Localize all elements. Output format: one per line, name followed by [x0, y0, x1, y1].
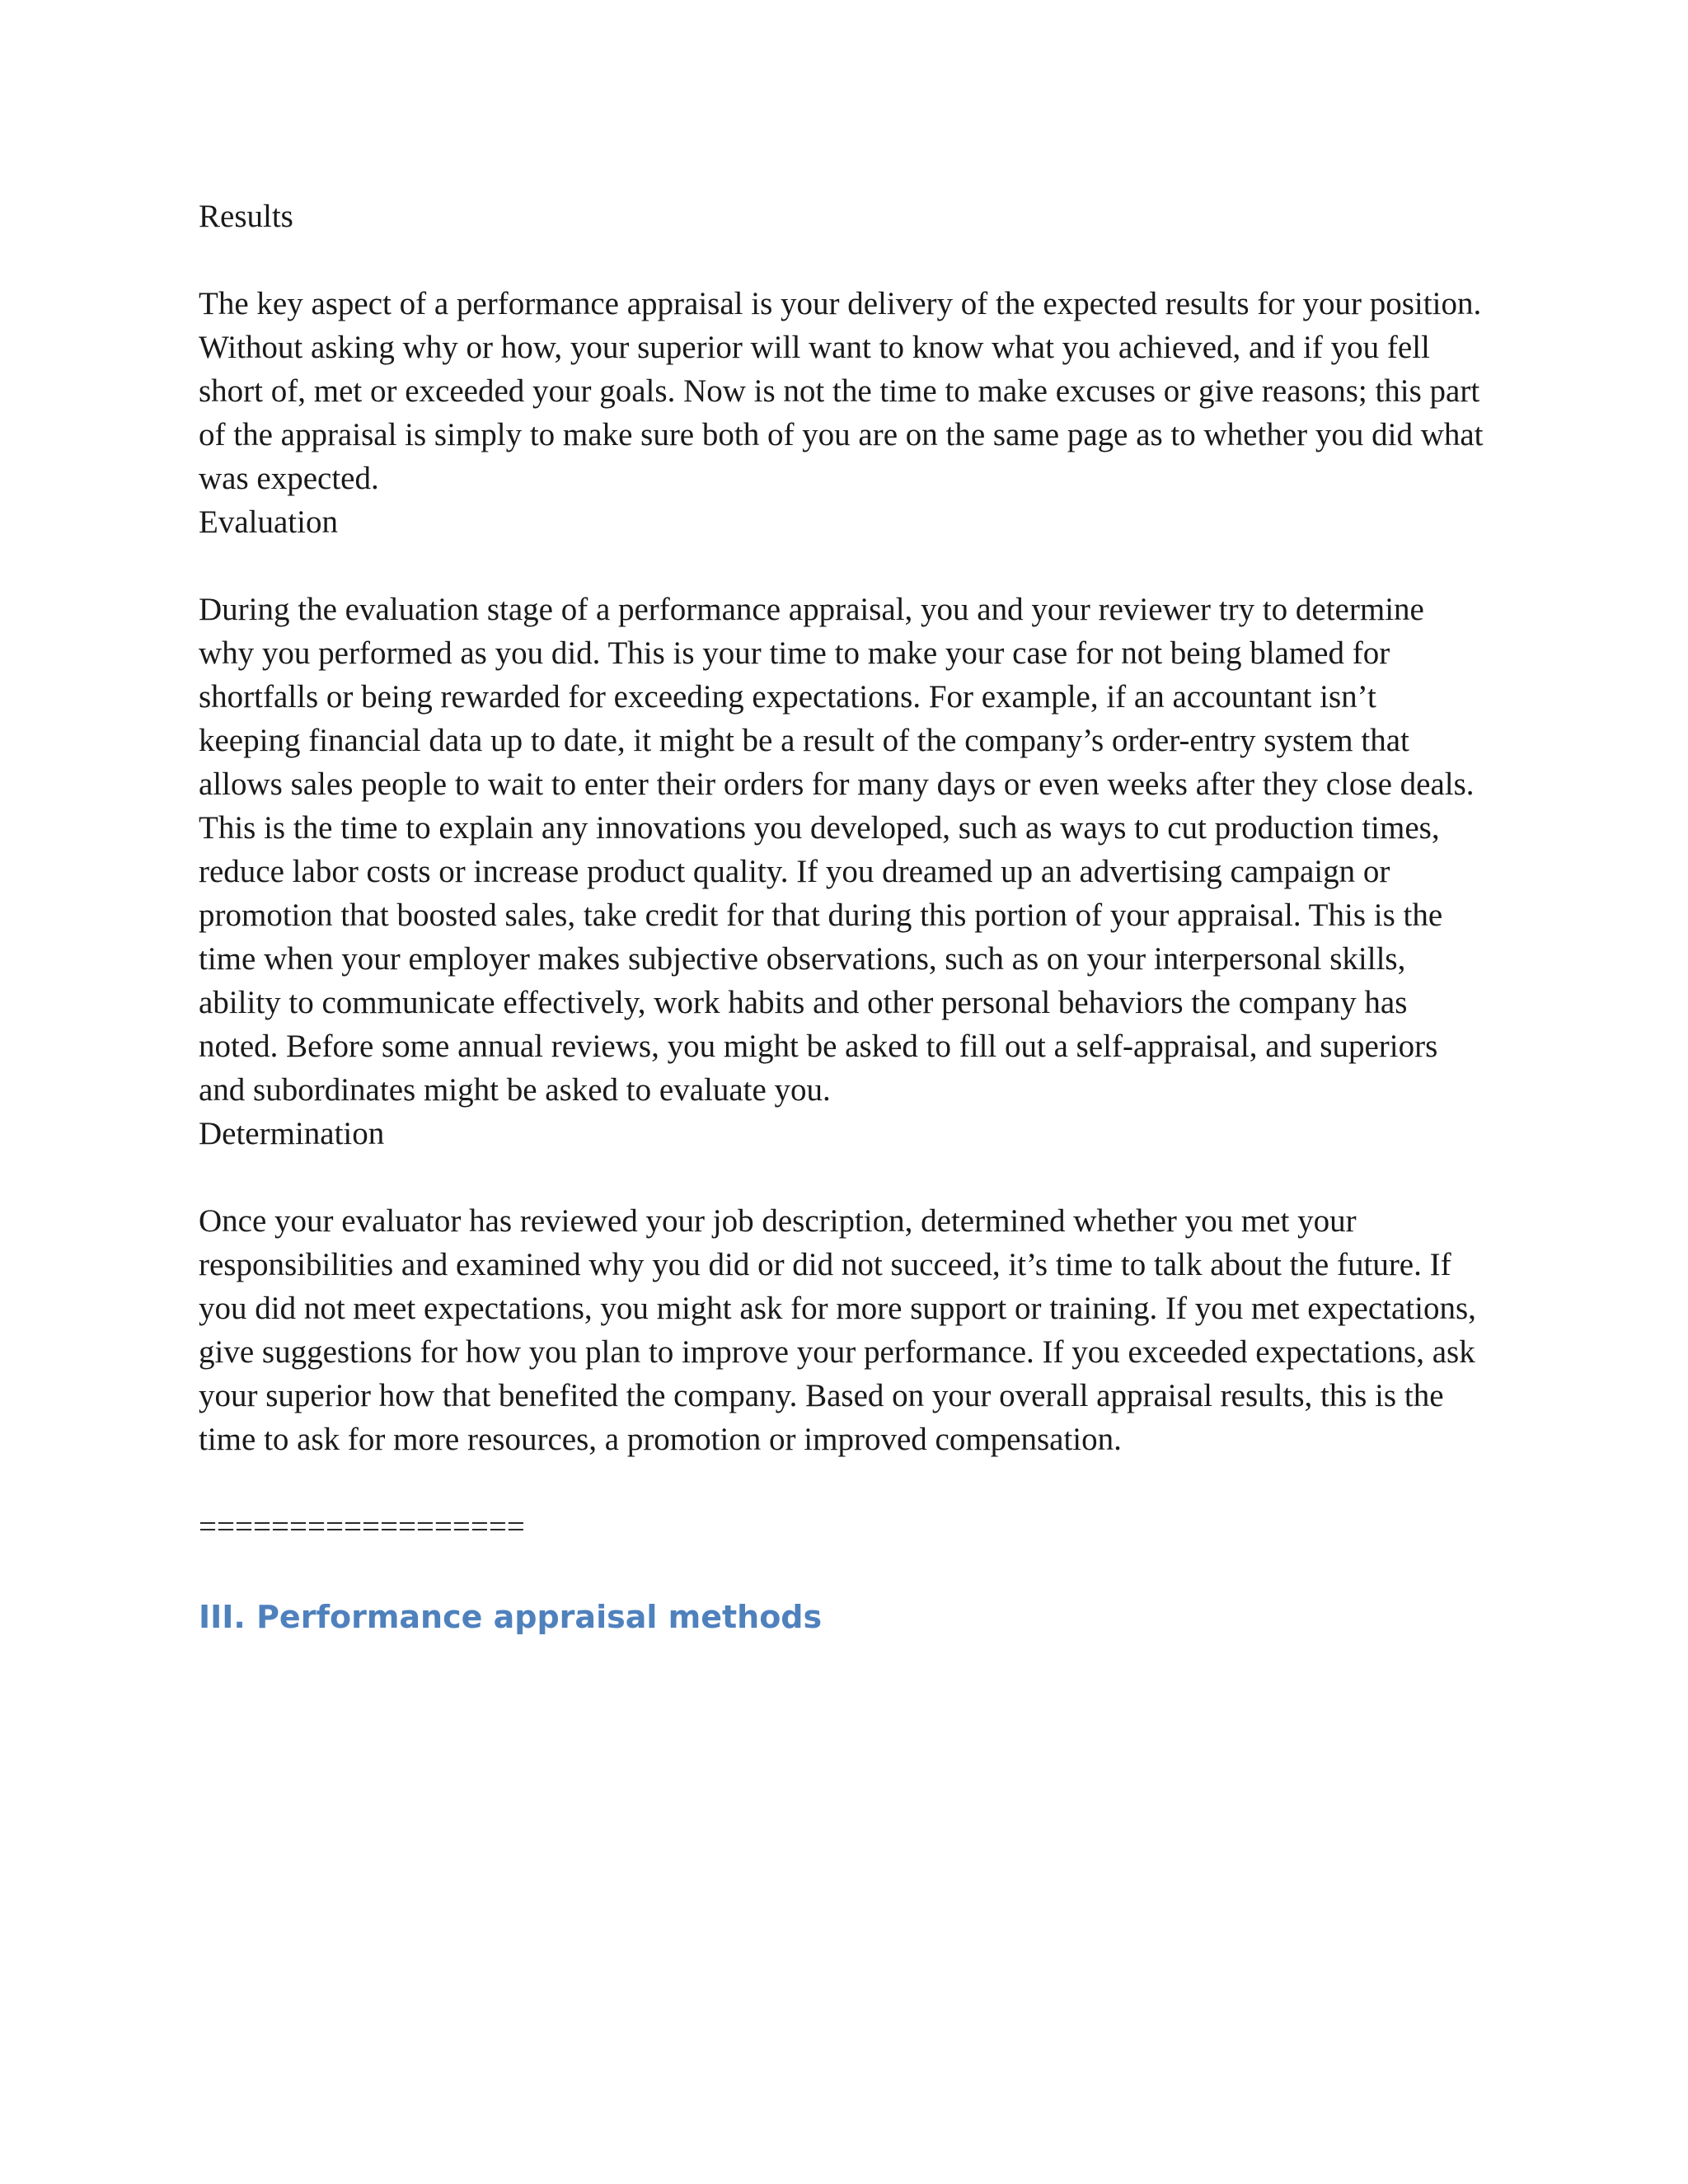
document-page [199, 194, 1484, 1642]
results-paragraph: The key aspect of a performance appraisal is your delivery of the expected results for your position. Without asking why or how, your superior will want to know what you achieved, and if you fell short of, met or exceeded your goals. Now is not the time to make excuses or give reasons; this part of the appraisal is simply to make sure both of you are on the same page as to whether you did what was expected. [199, 286, 1484, 496]
determination-label: Determination [199, 1116, 385, 1151]
spacer [199, 1549, 1484, 1592]
evaluation-label: Evaluation [199, 504, 338, 540]
evaluation-paragraph: During the evaluation stage of a performance appraisal, you and your reviewer try to determine why you performed as you did. This is your time to make your case for not being blamed for shortfalls or being rewarded for exceeding expectations. For example, if an accountant isn’t keeping financial data up to date, it might be a result of the company’s order-entry system that allows sales people to wait to enter their orders for many days or even weeks after they close deals. This is the time to explain any innovations you developed, such as ways to cut production times, reduce labor costs or increase product quality. If you dreamed up an advertising campaign or promotion that boosted sales, take credit for that during this portion of your appraisal. This is the time when your employer makes subjective observations, such as on your interpersonal skills, ability to communicate effectively, work habits and other personal behaviors the company has noted. Before some annual reviews, you might be asked to fill out a self-appraisal, and superiors and subordinates might be asked to evaluate you. [199, 592, 1475, 1108]
determination-paragraph: Once your evaluator has reviewed your job description, determined whether you met your responsibilities and examined why you did or did not succeed, it’s time to talk about the future. If you did not meet expectations, you might ask for more support or training. If you met expectations, give suggestions for how you plan to improve your performance. If you exceeded expectations, ask your superior how that benefited the company. Based on your overall appraisal results, this is the time to ask for more resources, a promotion or improved compensation. [199, 1203, 1476, 1457]
results-label: Results [199, 199, 293, 234]
spacer [199, 238, 1484, 282]
spacer [199, 544, 1484, 588]
spacer [199, 1155, 1484, 1199]
section-heading: III. Performance appraisal methods [199, 1599, 823, 1635]
separator-line: ================== [199, 1509, 525, 1544]
spacer [199, 1461, 1484, 1505]
